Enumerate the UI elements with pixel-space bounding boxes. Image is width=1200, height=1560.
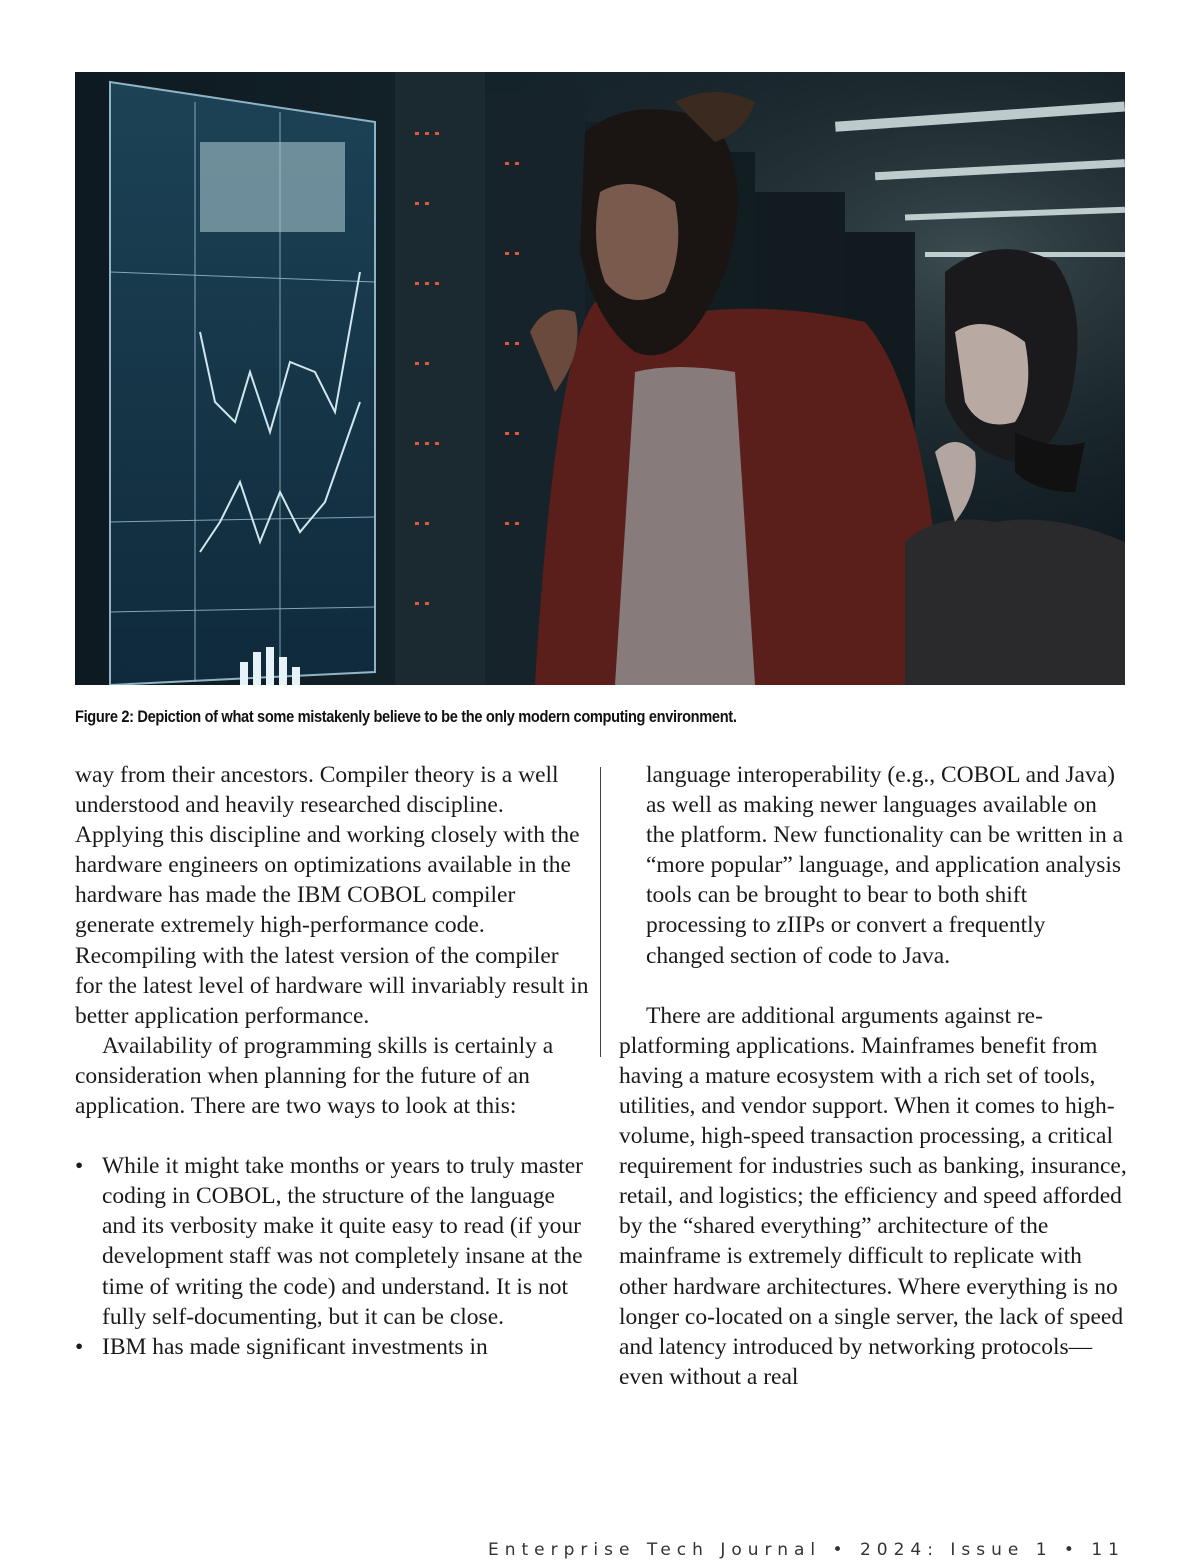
figure-illustration: [75, 72, 1125, 685]
paragraph-gap: [619, 971, 1129, 1001]
left-paragraph-2: Availability of programming skills is certainly a consideration when planning for the future of an application. There are two ways to look at this:: [75, 1032, 554, 1120]
bullet-dot: •: [75, 1333, 84, 1360]
page-footer: Enterprise Tech Journal • 2024: Issue 1 • 11: [487, 1540, 1125, 1560]
bullet-text: While it might take months or years to truly master coding in COBOL, the structure of the language and its verbosity make it quite easy to read (if your development staff was not completely insane at the time of writing the code) and understand. It is not fully self-documenting, but it can be close.: [102, 1153, 583, 1330]
left-paragraph-1: way from their ancestors. Compiler theory is a well understood and heavily researched discipline. Applying this discipline and working closely with the hardware engineers on optimizations available in the hardware has made the IBM COBOL compiler generate extremely high-performance code. Recompiling with the latest version of the compiler for the latest level of hardware will invariably result in better application performance.: [75, 762, 589, 1029]
bullet-dot: •: [75, 1153, 84, 1180]
right-paragraph-1: language interoperability (e.g., COBOL and Java) as well as making newer languages available on the platform. New functionality can be written in a “more popular” language, and application analysis tools can be brought to bear to both shift processing to zIIPs or convert a frequently changed section of code to Java.: [646, 762, 1124, 969]
bullet-item: [75, 1151, 590, 1332]
right-paragraph-2: There are additional arguments against re-platforming applications. Mainframes benefit from having a mature ecosystem with a rich set of tools, utilities, and vendor support. When it comes to high-volume, high-speed transaction processing, a critical requirement for industries such as banking, insurance, retail, and logistics; the efficiency and speed afforded by the “shared everything” architecture of the mainframe is extremely difficult to replicate with other hardware architectures. Where everything is no longer co-located on a single server, the lack of speed and latency introduced by networking protocols—even without a real: [619, 1002, 1127, 1390]
left-column: [75, 760, 590, 1362]
figure-caption: Figure 2: Depiction of what some mistakenly believe to be the only modern computing environment.: [75, 707, 737, 726]
right-column: [619, 760, 1129, 1392]
bullet-item: [75, 1332, 590, 1362]
column-divider: [600, 767, 601, 1057]
data-center-illustration: [75, 72, 1125, 685]
bullet-text: IBM has made significant investments in: [102, 1333, 488, 1360]
bullet-list: [75, 1151, 590, 1362]
paragraph-gap: [75, 1121, 590, 1151]
